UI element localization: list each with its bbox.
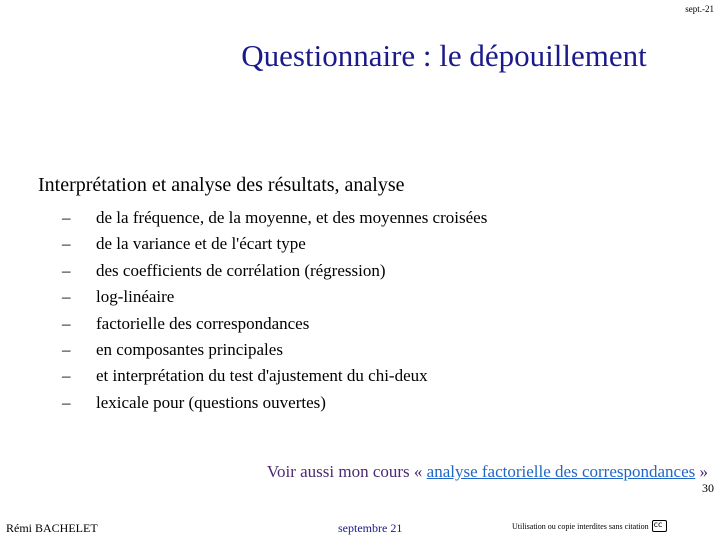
list-item <box>62 231 487 257</box>
bullet-dash: – <box>62 313 71 333</box>
list-item <box>62 363 487 389</box>
list-item-text: log-linéaire <box>96 287 175 307</box>
list-item-text: en composantes principales <box>96 339 283 359</box>
analysis-list <box>62 205 487 416</box>
list-item-text: de la fréquence, de la moyenne, et des moyennes croisées <box>96 208 488 227</box>
page-number: 30 <box>702 481 714 495</box>
bullet-dash: – <box>62 208 71 227</box>
course-link[interactable]: analyse factorielle des correspondances <box>426 462 696 481</box>
list-item <box>62 205 487 231</box>
see-also-suffix: » <box>695 462 708 481</box>
list-item-text: lexicale pour (questions ouvertes) <box>96 392 326 412</box>
creative-commons-icon[interactable] <box>652 520 667 532</box>
footer-license <box>512 521 667 533</box>
list-item <box>62 258 487 284</box>
list-item-text: factorielle des correspondances <box>96 313 310 333</box>
see-also-prefix: Voir aussi mon cours « <box>266 462 427 481</box>
footer-author: Rémi BACHELET <box>6 521 98 535</box>
list-item <box>62 284 487 310</box>
list-item-text: des coefficients de corrélation (régression) <box>96 260 386 280</box>
list-item <box>62 337 487 363</box>
list-item-text: de la variance et de l'écart type <box>96 234 306 254</box>
slide-title: Questionnaire : le dépouillement <box>241 38 647 73</box>
see-also-note <box>267 462 708 482</box>
main-heading: Interprétation et analyse des résultats, analyse <box>38 174 405 196</box>
bullet-dash: – <box>62 287 71 307</box>
bullet-dash: – <box>62 260 71 280</box>
list-item <box>62 390 487 416</box>
footer-date: septembre 21 <box>338 521 403 535</box>
bullet-dash: – <box>62 366 71 386</box>
header-date: sept.-21 <box>685 4 714 14</box>
list-item-text: et interprétation du test d'ajustement du chi-deux <box>96 366 428 386</box>
bullet-dash: – <box>62 339 71 359</box>
list-item <box>62 311 487 337</box>
bullet-dash: – <box>62 392 71 412</box>
license-note: Utilisation ou copie interdites sans citation <box>512 521 649 531</box>
bullet-dash: – <box>62 234 71 254</box>
